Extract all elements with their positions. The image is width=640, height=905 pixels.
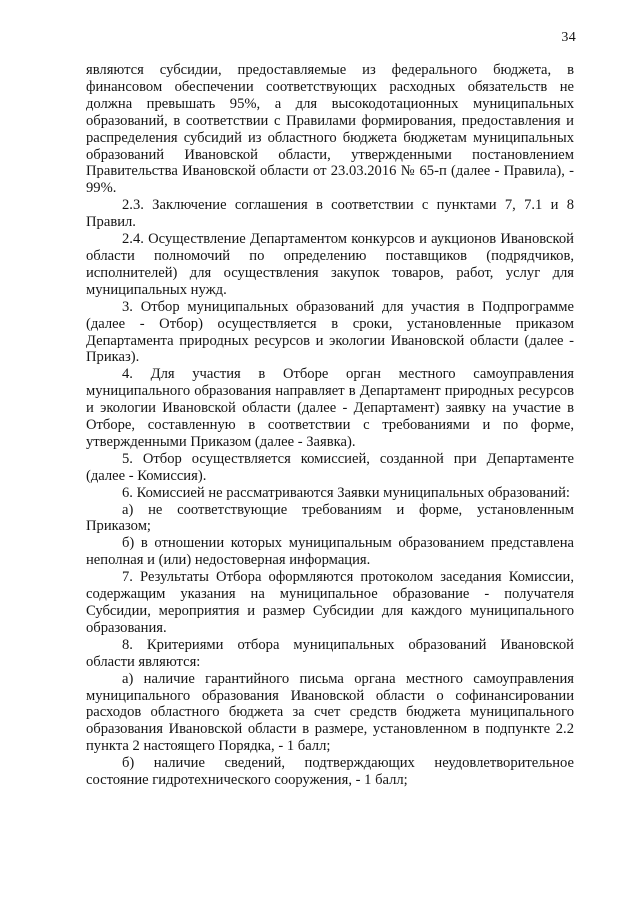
paragraph-6: 6. Комиссией не рассматриваются Заявки муниципальных образований: [122, 484, 570, 501]
paragraph-6b: б) в отношении которых муниципальным образованием представлена неполная и (или) недостоверная информация. [86, 535, 574, 569]
paragraph-4: 4. Для участия в Отборе орган местного самоуправления муниципального образования направляет в Департамент природных ресурсов и экологии Ивановской области (далее - Департамент) заявку на участие в Отборе, составленную в соответствии с требованиями и по форме, утвержденными Приказом (далее - Заявка). [86, 366, 574, 450]
paragraph-subsidy-continuation: являются субсидии, предоставляемые из федерального бюджета, в финансовом обеспечении соответствующих расходных обязательств не должна превышать 95%, а для высокодотационных муниципальных образований, в соответствии с Правилами формирования, предоставления и распределения субсидий из областного бюджета бюджетам муниципальных образований Ивановской области, утвержденными постановлением Правительства Ивановской области от 23.03.2016 № 65-п (далее - Правила), - 99%. [86, 62, 574, 197]
paragraph-8a: а) наличие гарантийного письма органа местного самоуправления муниципального образования Ивановской области о софинансировании расходов областного бюджета за счет средств бюджета муниципального образования Ивановской области в размере, установленном в подпункте 2.2 пункта 2 настоящего Порядка, - 1 балл; [86, 670, 574, 755]
paragraph-2-4: 2.4. Осуществление Департаментом конкурсов и аукционов Ивановской области полномочий по определению поставщиков (подрядчиков, исполнителей) для осуществления закупок товаров, работ, услуг для муниципальных нужд. [86, 231, 574, 298]
paragraph-8b: б) наличие сведений, подтверждающих неудовлетворительное состояние гидротехнического сооружения, - 1 балл; [86, 755, 574, 789]
paragraph-7: 7. Результаты Отбора оформляются протоколом заседания Комиссии, содержащим указания на муниципальное образование - получателя Субсидии, мероприятия и размер Субсидии для каждого муниципального образования. [86, 569, 574, 636]
paragraph-5: 5. Отбор осуществляется комиссией, созданной при Департаменте (далее - Комиссия). [86, 450, 574, 484]
paragraph-6a: а) не соответствующие требованиям и форме, установленным Приказом; [86, 501, 574, 535]
paragraph-3: 3. Отбор муниципальных образований для участия в Подпрограмме (далее - Отбор) осуществляется в сроки, установленные приказом Департамента природных ресурсов и экологии Ивановской области (далее - Приказ). [86, 298, 574, 366]
document-body [86, 62, 574, 789]
paragraph-8: 8. Критериями отбора муниципальных образований Ивановской области являются: [86, 636, 574, 670]
paragraph-2-3: 2.3. Заключение соглашения в соответствии с пунктами 7, 7.1 и 8 Правил. [86, 197, 574, 231]
page-number: 34 [561, 30, 576, 45]
